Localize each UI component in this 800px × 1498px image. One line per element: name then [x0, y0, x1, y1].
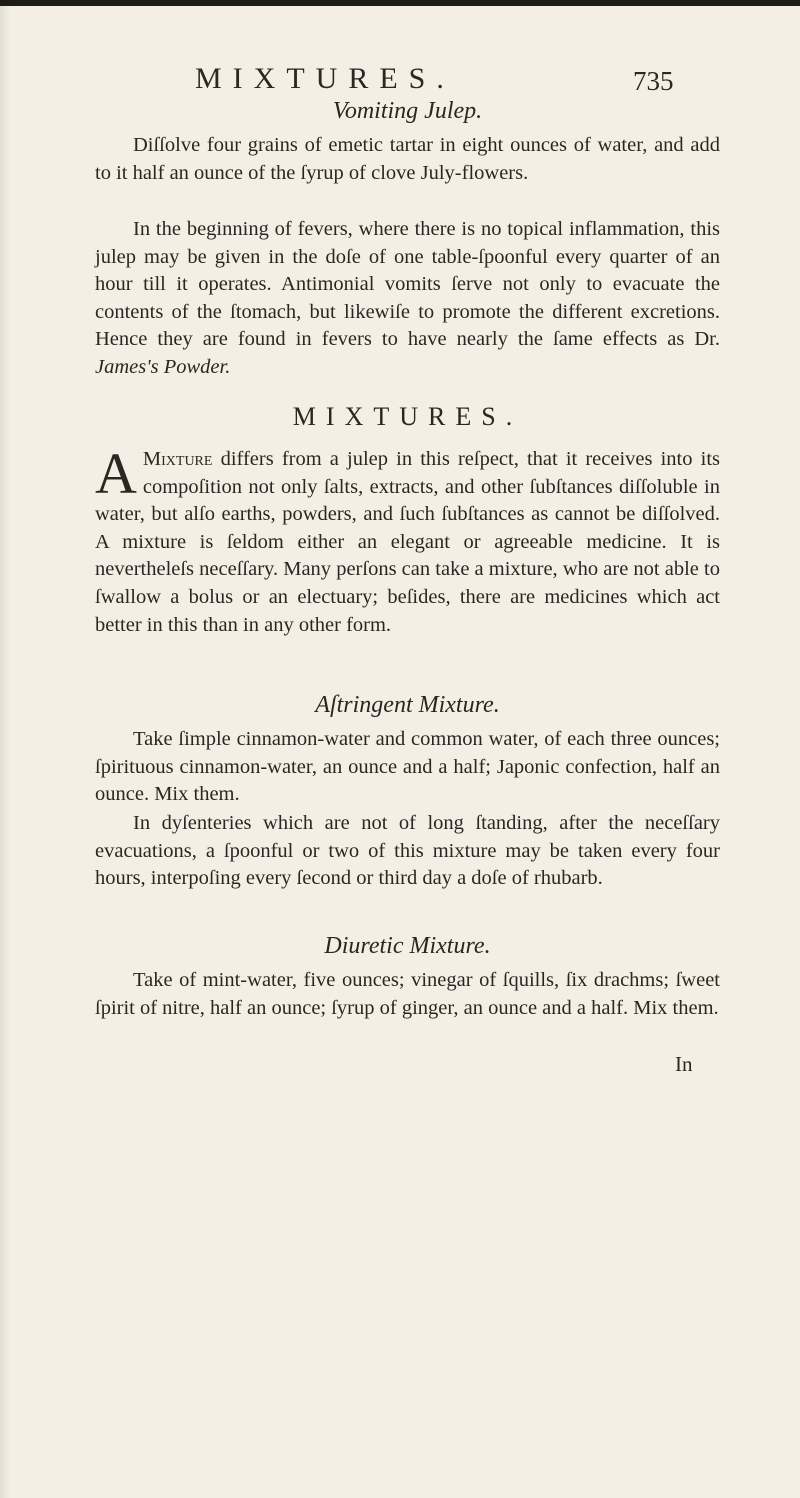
binding-shadow: [0, 0, 10, 1498]
vomiting-julep-notes: [95, 216, 720, 382]
vomiting-julep-recipe: Diſſolve four grains of emetic tartar in eight ounces of water, and add to it half an ounce of the ſyrup of clove July-flowers.: [95, 134, 720, 184]
diuretic-mixture-heading: Diuretic Mixture.: [324, 933, 491, 959]
mixture-lead-word: Mixture: [142, 448, 213, 470]
catchword: In: [675, 1052, 693, 1076]
astringent-mixture-heading: Aſtringent Mixture.: [315, 692, 500, 718]
vomiting-julep-notes-text: In the beginning of fevers, where there is no topical inflammation, this julep may be given in the doſe of one table-ſpoonful every quarter of an hour till it operates. Antimonial vomits ſerve not only to evacuate the contents of the ſtomach, but likewiſe to promote the different excretions. Hence they are found in fevers to have nearly the ſame effects as Dr.: [95, 218, 720, 351]
page-number: 735: [633, 66, 674, 96]
running-head: MIXTURES.: [195, 62, 455, 95]
book-page: [95, 0, 720, 1498]
diuretic-mixture-recipe: Take of mint-water, five ounces; vinegar of ſquills, ſix drachms; ſweet ſpirit of nitre, half an ounce; ſyrup of ginger, an ounce and a half. Mix them.: [95, 969, 720, 1019]
mixtures-intro: [95, 441, 720, 639]
james-powder-reference: James's Powder.: [95, 355, 231, 378]
mixtures-section-title: MIXTURES.: [292, 402, 523, 431]
astringent-mixture-recipe: Take ſimple cinnamon-water and common water, of each three ounces; ſpirituous cinnamon-water, an ounce and a half; Japonic confection, half an ounce. Mix them.: [95, 728, 720, 806]
astringent-mixture-notes: In dyſenteries which are not of long ſtanding, after the neceſſary evacuations, a ſpoonful or two of this mixture may be taken every four hours, interpoſing every ſecond or third day a doſe of rhubarb.: [95, 812, 720, 890]
mixtures-intro-text: differs from a julep in this reſpect, that it receives into its compoſition not only ſalts, extracts, and other ſubſtances diſſoluble in water, but alſo earths, powders, and ſuch ſubſtances as cannot be diſſolved. A mixture is ſeldom either an elegant or agreeable medicine. It is nevertheleſs neceſſary. Many perſons can take a mixture, who are not able to ſwallow a bolus or an electuary; beſides, there are medicines which act better in this than in any other form.: [95, 448, 720, 636]
drop-cap: A: [95, 441, 137, 506]
vomiting-julep-heading: Vomiting Julep.: [332, 98, 483, 124]
